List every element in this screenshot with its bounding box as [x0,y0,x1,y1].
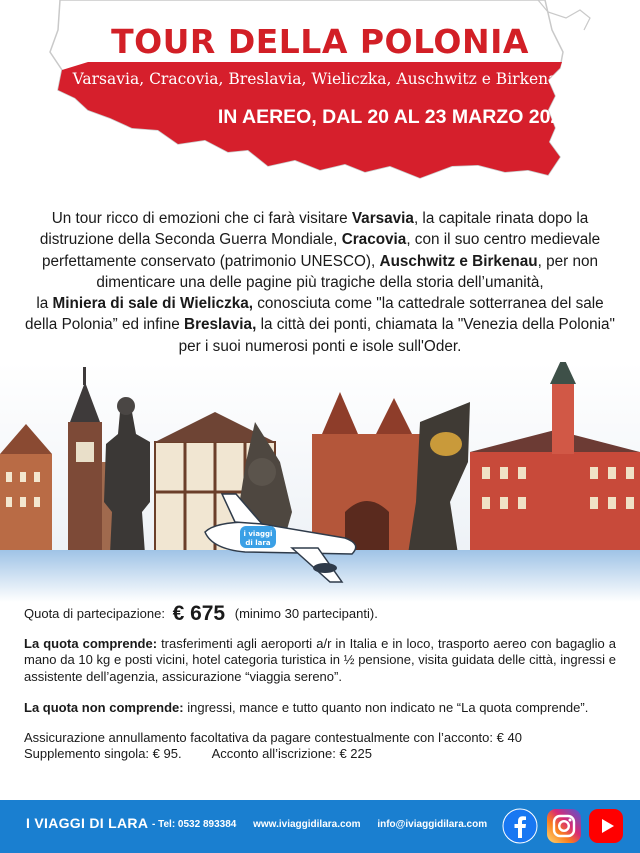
excludes-label: La quota non comprende: [24,700,184,715]
deposit: Acconto all’iscrizione: € 225 [211,746,372,761]
plane-logo-line1: i viaggi [243,530,273,538]
highlight-auschwitz: Auschwitz e Birkenau [379,252,538,270]
phone-number[interactable]: - Tel: 0532 893384 [152,819,237,830]
includes-text: trasferimenti agli aeroporti a/r in Italia e in loco, trasporto aereo con bagaglio a mano da 10 kg e posti vicini, hotel categoria turistica in ½ pensione, visita guidata delle città, ingressi e assistente dell’agenzia, assicurazione “viaggia sereno”. [24,635,616,684]
cities-subtitle: Varsavia, Cracovia, Breslavia, Wieliczka, Auschwitz e Birkenau [72,70,568,88]
price-line [24,602,616,625]
intro-paragraph: Un tour ricco di emozioni che ci farà visitare Varsavia, la capitale rinata dopo la distruzione della Seconda Guerra Mondiale, Cracovia, con il suo centro medievale perfettamente conservato (patrimonio UNESCO), Auschwitz e Birkenau, per non dimenticare una delle pagine più tragiche della storia dell’umanità, la Miniera di sale di Wieliczka, conosciuta come "la cattedrale sotterranea del sale della Polonia” ed infine Breslavia, la città dei ponti, chiamata la "Venezia della Polonia" per i suoi numerosi ponti e isole sull'Oder. [25,210,615,355]
excludes-text: ingressi, mance e tutto quanto non indicato ne “La quota comprende”. [183,700,589,715]
facebook-icon[interactable] [502,808,538,844]
highlight-varsavia: Varsavia [351,210,414,227]
includes-block [24,636,616,686]
plane-logo-line2: di lara [245,539,271,547]
price-note: (minimo 30 partecipanti). [234,606,378,621]
website-link[interactable]: www.iviaggidilara.com [253,819,361,830]
insurance-line: Assicurazione annullamento facoltativa da pagare contestualmente con l’acconto: € 40 [24,729,522,745]
travel-dates: IN AEREO, DAL 20 AL 23 MARZO 2026 [217,106,573,128]
instagram-icon[interactable] [546,808,582,844]
excludes-block [24,700,616,717]
trip-info [24,602,616,763]
brand-name: I VIAGGI DI LARA [26,815,149,831]
supplement-line [24,746,616,763]
includes-label: La quota comprende: [24,635,158,651]
price-value: € 675 [172,602,226,625]
footer-bar [0,800,640,853]
page-title: TOUR DELLA POLONIA [111,22,529,61]
highlight-wieliczka: Miniera di sale di Wieliczka, [52,295,253,313]
email-link[interactable]: info@iviaggidilara.com [377,819,488,830]
contact-info [152,819,501,830]
poland-landmarks-collage [0,362,640,602]
price-label: Quota di partecipazione: [24,606,165,621]
single-supplement: Supplemento singola: € 95. [24,746,182,761]
highlight-cracovia: Cracovia [341,231,407,249]
highlight-breslavia: Breslavia, [184,316,257,334]
youtube-icon[interactable] [588,808,624,844]
